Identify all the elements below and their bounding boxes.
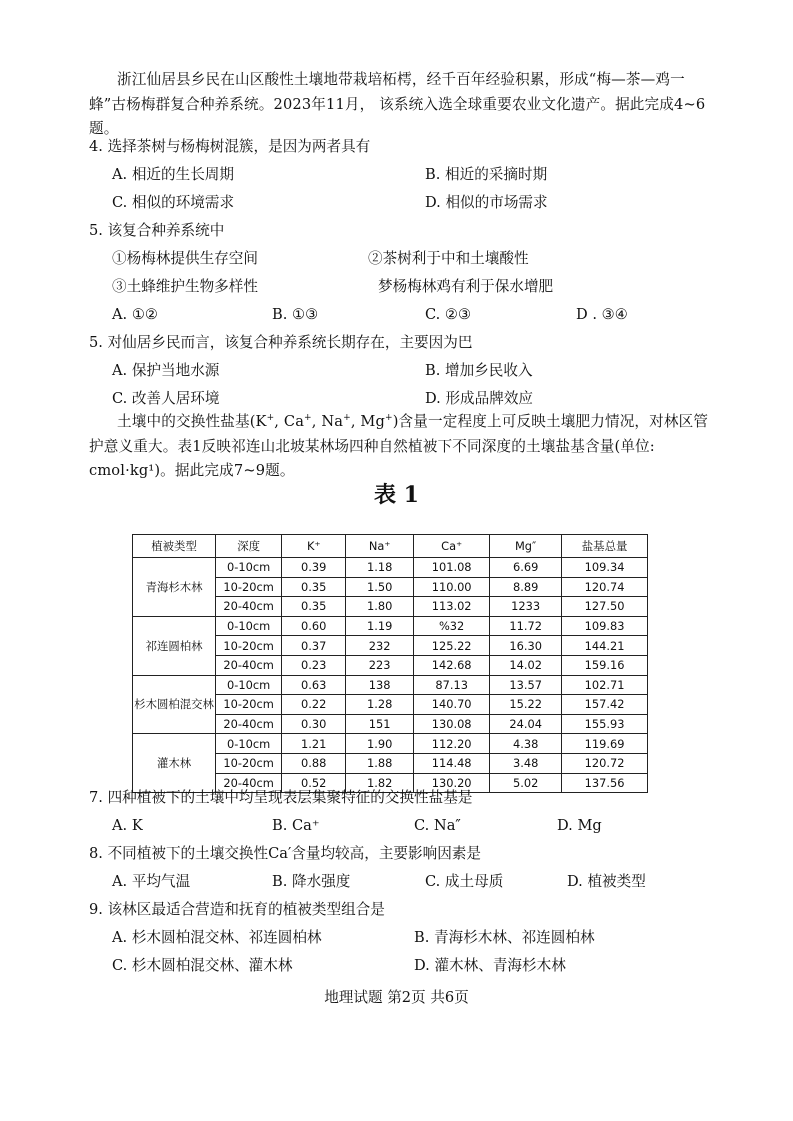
question-9-option-b: B. 青海杉木林、祁连圆柏林	[414, 929, 595, 946]
table-header-row	[133, 535, 648, 558]
table-cell: 1.88	[346, 753, 414, 773]
table-cell: 20-40cm	[216, 714, 282, 734]
table-cell: 0.63	[282, 675, 346, 695]
table-cell: 0.37	[282, 636, 346, 656]
header-vegetation: 植被类型	[133, 535, 216, 558]
question-7-option-a: A. K	[112, 817, 143, 834]
question-6-option-a: A. 保护当地水源	[112, 362, 220, 379]
question-5-statement-3: ③土蜂维护生物多样性	[112, 278, 258, 295]
table-cell: 13.57	[490, 675, 562, 695]
table-cell: 113.02	[414, 597, 490, 617]
table-cell: 232	[346, 636, 414, 656]
table-cell: 1.18	[346, 558, 414, 578]
table-cell: 223	[346, 655, 414, 675]
question-5-stem: 5. 该复合种养系统中	[89, 222, 225, 239]
table-cell: 151	[346, 714, 414, 734]
question-6-option-d: D. 形成品牌效应	[425, 390, 534, 407]
vegetation-cell: 祁连圆柏林	[133, 616, 216, 675]
passage-2: 土壤中的交换性盐基(K+, Ca+, Na+, Mg+)含量一定程度上可反映土壤肥力情况，对林区管护意义重大。表1反映祁连山北坡某林场四种自然植被下不同深度的土壤盐基含量(单位: cmol·kg¹)。据此完成7~9题。	[89, 413, 709, 479]
table-cell: 110.00	[414, 577, 490, 597]
question-4-option-c: C. 相似的环境需求	[112, 194, 235, 211]
table-row	[133, 558, 648, 578]
page-footer: 地理试题 第2页 共6页	[324, 989, 469, 1006]
table-cell: 0.35	[282, 597, 346, 617]
question-9-stem: 9. 该林区最适合营造和抚育的植被类型组合是	[89, 901, 385, 918]
vegetation-cell: 灌木林	[133, 734, 216, 793]
table-cell: 10-20cm	[216, 695, 282, 715]
question-8-stem: 8. 不同植被下的土壤交换性Ca′含量均较高，主要影响因素是	[89, 845, 481, 862]
table-cell: 157.42	[562, 695, 648, 715]
table-cell: 127.50	[562, 597, 648, 617]
question-9-option-c: C. 杉木圆柏混交林、灌木林	[112, 957, 293, 974]
question-6-stem: 5. 对仙居乡民而言，该复合种养系统长期存在，主要因为巴	[89, 334, 473, 351]
table-cell: 10-20cm	[216, 753, 282, 773]
table-cell: 138	[346, 675, 414, 695]
table-cell: 109.83	[562, 616, 648, 636]
passage-1: 浙江仙居县乡民在山区酸性土壤地带栽培柘樗，经千百年经验积累，形成“梅—茶—鸡一蜂”古杨梅群复合种养系统。2023年11月， 该系统入选全球重要农业文化遗产。据此完成4~6题。	[89, 71, 706, 137]
table-cell: 4.38	[490, 734, 562, 754]
question-5-option-c: C. ②③	[425, 306, 472, 323]
table-row	[133, 616, 648, 636]
table-cell: 0.30	[282, 714, 346, 734]
table-cell: 0-10cm	[216, 616, 282, 636]
table-cell: 155.93	[562, 714, 648, 734]
question-5-option-d: D . ③④	[576, 306, 628, 323]
table-cell: 119.69	[562, 734, 648, 754]
table-row	[133, 675, 648, 695]
table-cell: 8.89	[490, 577, 562, 597]
table-cell: 120.74	[562, 577, 648, 597]
header-mg: Mg″	[490, 535, 562, 558]
table-cell: 6.69	[490, 558, 562, 578]
table-cell: 10-20cm	[216, 636, 282, 656]
table-cell: 101.08	[414, 558, 490, 578]
table-cell: 109.34	[562, 558, 648, 578]
table-cell: 130.08	[414, 714, 490, 734]
table-cell: 1.19	[346, 616, 414, 636]
table-title: 表 1	[374, 482, 419, 508]
table-cell: 0.35	[282, 577, 346, 597]
table-cell: 125.22	[414, 636, 490, 656]
question-8-option-b: B. 降水强度	[272, 873, 351, 890]
question-4-option-a: A. 相近的生长周期	[112, 166, 234, 183]
table-cell: 144.21	[562, 636, 648, 656]
table-cell: 20-40cm	[216, 597, 282, 617]
table-cell: %32	[414, 616, 490, 636]
table-cell: 142.68	[414, 655, 490, 675]
table-cell: 1.50	[346, 577, 414, 597]
table-cell: 20-40cm	[216, 773, 282, 793]
table-cell: 1233	[490, 597, 562, 617]
table-cell: 24.04	[490, 714, 562, 734]
header-k: K⁺	[282, 535, 346, 558]
table-cell: 0.52	[282, 773, 346, 793]
table-cell: 0-10cm	[216, 734, 282, 754]
header-na: Na⁺	[346, 535, 414, 558]
table-cell: 120.72	[562, 753, 648, 773]
table-cell: 87.13	[414, 675, 490, 695]
question-7-option-d: D. Mg	[557, 817, 602, 834]
table-cell: 0.23	[282, 655, 346, 675]
question-8-option-d: D. 植被类型	[567, 873, 646, 890]
question-9-option-a: A. 杉木圆柏混交林、祁连圆柏林	[112, 929, 322, 946]
table-cell: 130.20	[414, 773, 490, 793]
question-5-statement-4: 梦杨梅林鸡有利于保水增肥	[378, 278, 554, 295]
soil-base-table	[132, 534, 648, 793]
question-4-stem: 4. 选择茶树与杨梅树混簇，是因为两者具有	[89, 138, 371, 155]
question-7-option-b: B. Ca⁺	[272, 817, 320, 834]
table-cell: 1.80	[346, 597, 414, 617]
table-cell: 0.22	[282, 695, 346, 715]
table-cell: 102.71	[562, 675, 648, 695]
question-5-option-b: B. ①③	[272, 306, 319, 323]
header-depth: 深度	[216, 535, 282, 558]
question-4-option-b: B. 相近的采摘时期	[425, 166, 548, 183]
question-7-stem: 7. 四种植被下的土壤中均呈现表层集聚特征的交换性盐基是	[89, 789, 473, 806]
question-6-option-b: B. 增加乡民收入	[425, 362, 533, 379]
table-cell: 16.30	[490, 636, 562, 656]
question-5-option-a: A. ①②	[112, 306, 158, 323]
question-5-statement-2: ②茶树利于中和土壤酸性	[368, 250, 529, 267]
table-cell: 0-10cm	[216, 675, 282, 695]
table-cell: 140.70	[414, 695, 490, 715]
table-cell: 0.60	[282, 616, 346, 636]
table-row	[133, 734, 648, 754]
table-cell: 112.20	[414, 734, 490, 754]
question-8-option-a: A. 平均气温	[112, 873, 191, 890]
table-cell: 1.28	[346, 695, 414, 715]
table-cell: 0.39	[282, 558, 346, 578]
vegetation-cell: 青海杉木林	[133, 558, 216, 617]
question-7-option-c: C. Na″	[414, 817, 461, 834]
question-6-option-c: C. 改善人居环境	[112, 390, 220, 407]
question-8-option-c: C. 成土母质	[425, 873, 504, 890]
table-cell: 1.82	[346, 773, 414, 793]
question-9-option-d: D. 灌木林、青海杉木林	[414, 957, 566, 974]
table-cell: 11.72	[490, 616, 562, 636]
vegetation-cell: 杉木圆柏混交林	[133, 675, 216, 734]
table-cell: 5.02	[490, 773, 562, 793]
table-cell: 1.21	[282, 734, 346, 754]
table-cell: 137.56	[562, 773, 648, 793]
table-cell: 3.48	[490, 753, 562, 773]
header-total: 盐基总量	[562, 535, 648, 558]
table-cell: 0-10cm	[216, 558, 282, 578]
question-4-option-d: D. 相似的市场需求	[425, 194, 548, 211]
table-cell: 1.90	[346, 734, 414, 754]
table-cell: 14.02	[490, 655, 562, 675]
table-cell: 0.88	[282, 753, 346, 773]
question-5-statement-1: ①杨梅林提供生存空间	[112, 250, 258, 267]
table-cell: 20-40cm	[216, 655, 282, 675]
header-ca: Ca⁺	[414, 535, 490, 558]
table-cell: 10-20cm	[216, 577, 282, 597]
table-cell: 159.16	[562, 655, 648, 675]
table-cell: 15.22	[490, 695, 562, 715]
table-cell: 114.48	[414, 753, 490, 773]
